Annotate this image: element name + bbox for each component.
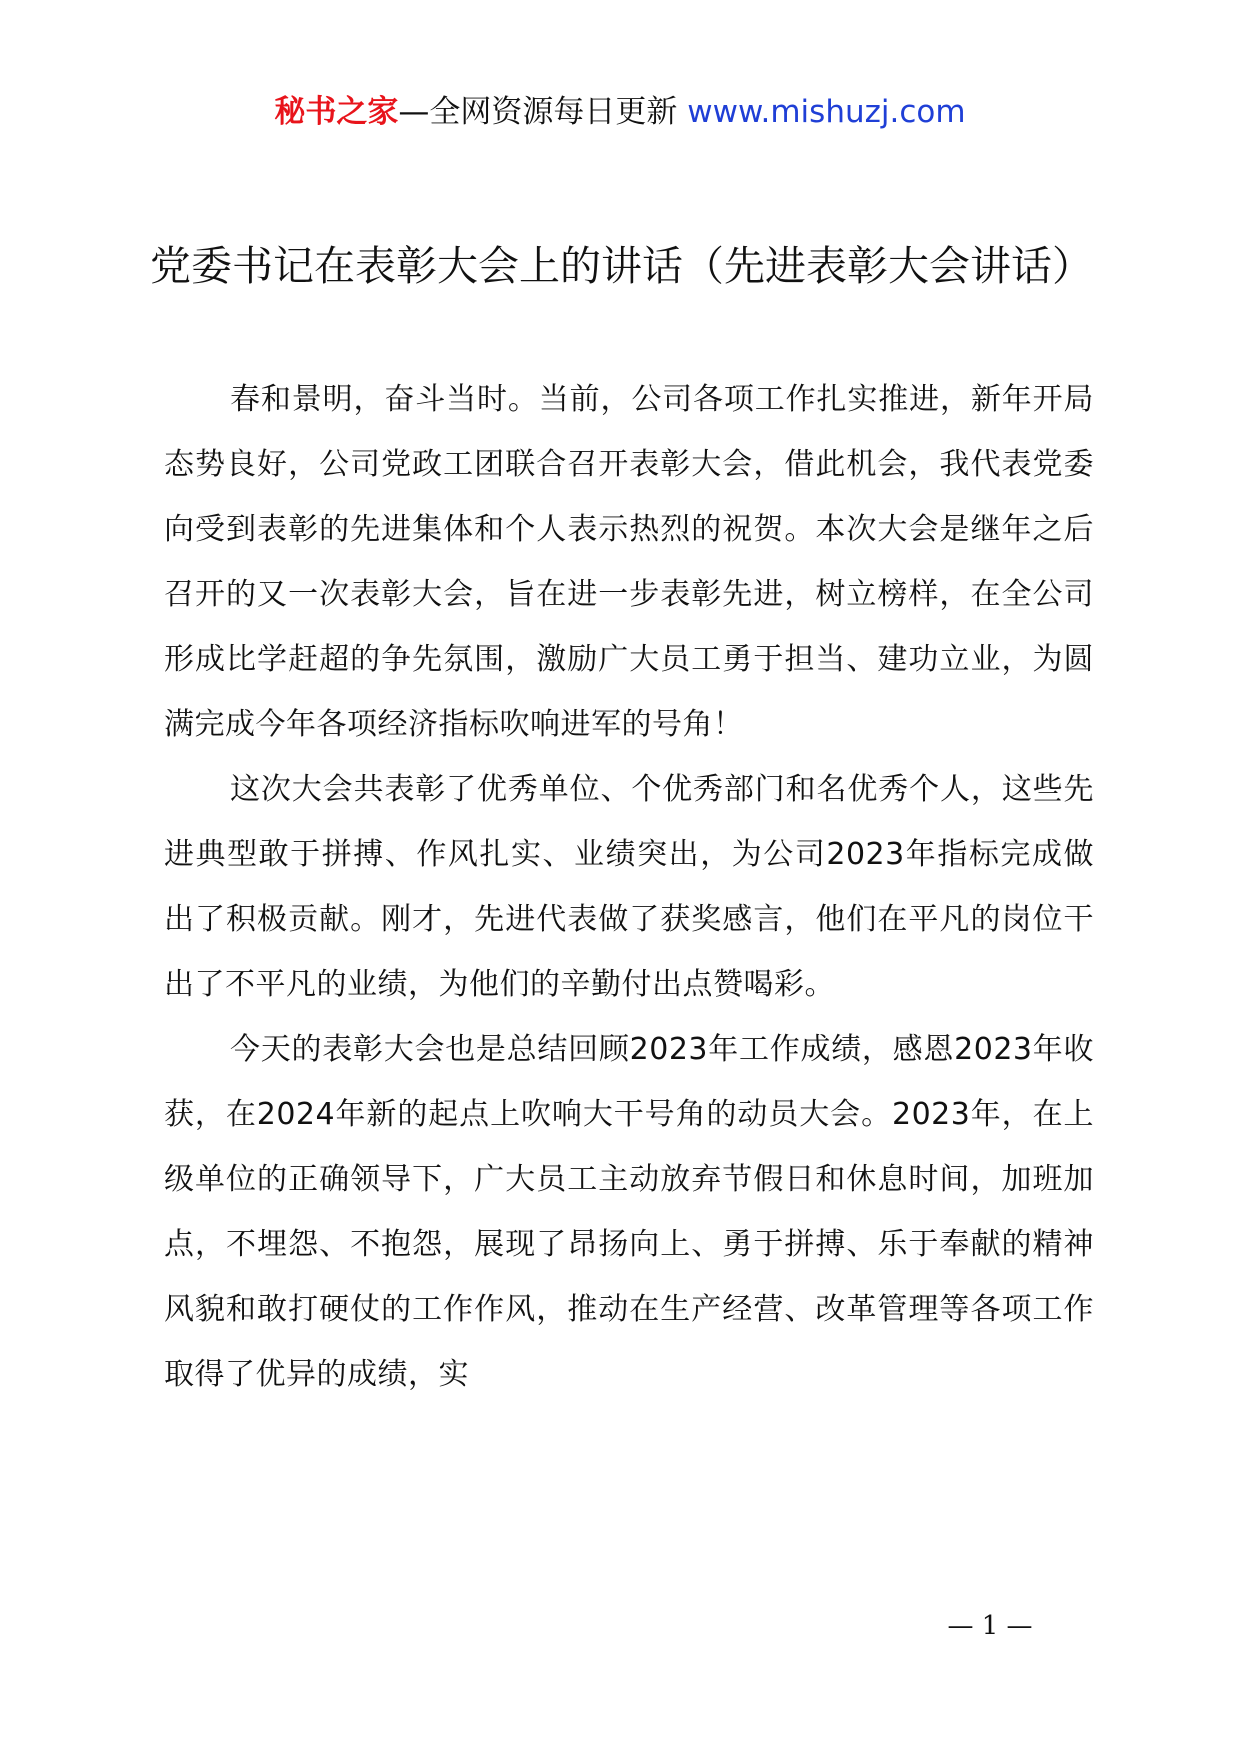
body-paragraph: 这次大会共表彰了优秀单位、个优秀部门和名优秀个人，这些先进典型敢于拼搏、作风扎实、业绩突出，为公司2023年指标完成做出了积极贡献。刚才，先进代表做了获奖感言，他们在平凡的岗位干出了不平凡的业绩，为他们的辛勤付出点赞喝彩。 bbox=[164, 772, 1094, 1002]
body-paragraph: 春和景明，奋斗当时。当前，公司各项工作扎实推进，新年开局态势良好，公司党政工团联合召开表彰大会，借此机会，我代表党委向受到表彰的先进集体和个人表示热烈的祝贺。本次大会是继年之后召开的又一次表彰大会，旨在进一步表彰先进，树立榜样，在全公司形成比学赶超的争先氛围，激励广大员工勇于担当、建功立业，为圆满完成今年各项经济指标吹响进军的号角！ bbox=[164, 382, 1094, 742]
page-number: — 1 — bbox=[947, 1611, 1033, 1641]
document-body bbox=[164, 367, 1094, 1407]
site-url-link[interactable]: www.mishuzj.com bbox=[687, 94, 966, 130]
body-paragraph: 今天的表彰大会也是总结回顾2023年工作成绩，感恩2023年收获，在2024年新的起点上吹响大干号角的动员大会。2023年，在上级单位的正确领导下，广大员工主动放弃节假日和休息时间，加班加点，不埋怨、不抱怨，展现了昂扬向上、勇于拼搏、乐于奉献的精神风貌和敢打硬仗的工作作风，推动在生产经营、改革管理等各项工作取得了优异的成绩，实 bbox=[164, 1032, 1094, 1392]
document-title: 党委书记在表彰大会上的讲话（先进表彰大会讲话） bbox=[150, 242, 1093, 290]
site-tagline: —全网资源每日更新 bbox=[398, 94, 678, 130]
site-header bbox=[0, 92, 1240, 132]
site-brand: 秘书之家 bbox=[274, 94, 399, 130]
